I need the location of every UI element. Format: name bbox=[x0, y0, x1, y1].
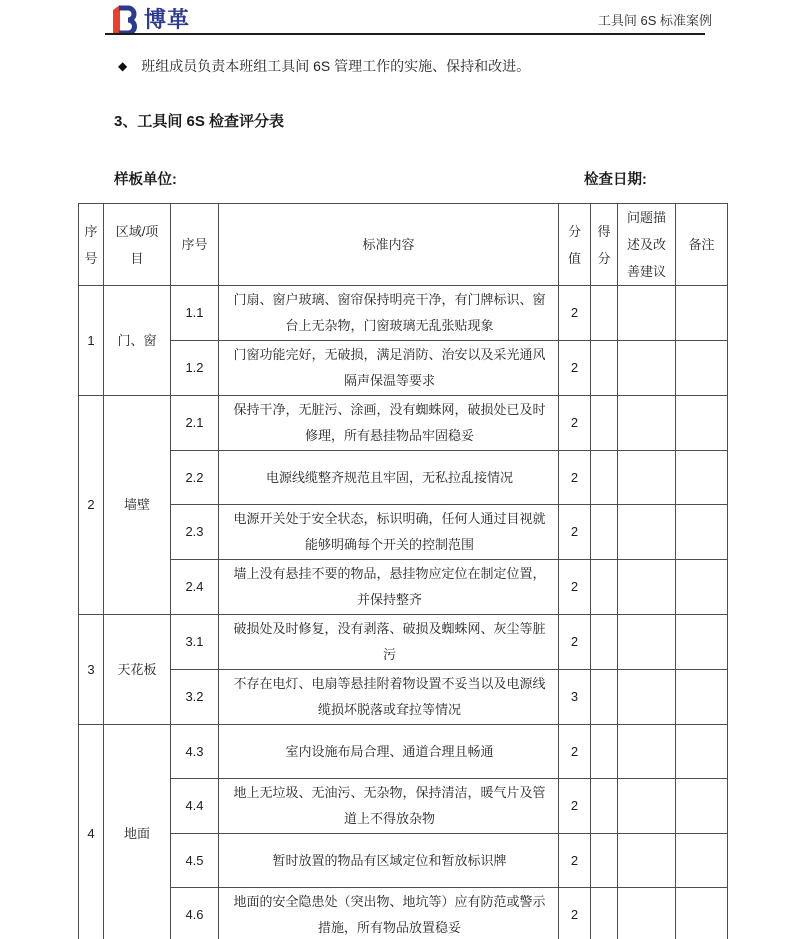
sample-unit-label: 样板单位: bbox=[114, 172, 177, 188]
item-number: 4.3 bbox=[171, 725, 219, 779]
got-score-cell bbox=[591, 615, 618, 670]
note-cell bbox=[676, 615, 728, 670]
item-standard-content: 地上无垃圾、无油污、无杂物，保持清洁，暖气片及管道上不得放杂物 bbox=[219, 779, 559, 834]
group-area: 地面 bbox=[104, 725, 171, 939]
table-header-row bbox=[79, 204, 728, 286]
note-cell bbox=[676, 670, 728, 725]
item-number: 4.5 bbox=[171, 834, 219, 888]
item-number: 2.4 bbox=[171, 560, 219, 615]
got-score-cell bbox=[591, 341, 618, 396]
item-number: 1.1 bbox=[171, 286, 219, 341]
item-standard-content: 墙上没有悬挂不要的物品，悬挂物应定位在制定位置，并保持整齐 bbox=[219, 560, 559, 615]
item-standard-content: 室内设施布局合理、通道合理且畅通 bbox=[219, 725, 559, 779]
note-cell bbox=[676, 341, 728, 396]
problem-cell bbox=[618, 615, 676, 670]
table-row bbox=[79, 779, 728, 834]
item-score-value: 3 bbox=[559, 670, 591, 725]
table-row bbox=[79, 888, 728, 939]
note-cell bbox=[676, 725, 728, 779]
note-cell bbox=[676, 505, 728, 560]
group-area: 天花板 bbox=[104, 615, 171, 725]
col-header-area: 区域/项目 bbox=[104, 204, 171, 286]
item-score-value: 2 bbox=[559, 396, 591, 451]
item-standard-content: 地面的安全隐患处（突出物、地坑等）应有防范或警示措施，所有物品放置稳妥 bbox=[219, 888, 559, 939]
item-score-value: 2 bbox=[559, 779, 591, 834]
table-row bbox=[79, 670, 728, 725]
item-number: 4.4 bbox=[171, 779, 219, 834]
col-header-got: 得分 bbox=[591, 204, 618, 286]
problem-cell bbox=[618, 505, 676, 560]
item-standard-content: 破损处及时修复，没有剥落、破损及蜘蛛网、灰尘等脏污 bbox=[219, 615, 559, 670]
header-divider bbox=[105, 33, 705, 35]
got-score-cell bbox=[591, 505, 618, 560]
item-score-value: 2 bbox=[559, 560, 591, 615]
col-header-score: 分值 bbox=[559, 204, 591, 286]
item-standard-content: 不存在电灯、电扇等悬挂附着物设置不妥当以及电源线缆损坏脱落或耷拉等情况 bbox=[219, 670, 559, 725]
got-score-cell bbox=[591, 286, 618, 341]
problem-cell bbox=[618, 451, 676, 505]
intro-bullet-line bbox=[118, 56, 530, 76]
section-heading: 3、工具间 6S 检查评分表 bbox=[114, 113, 285, 130]
problem-cell bbox=[618, 396, 676, 451]
problem-cell bbox=[618, 779, 676, 834]
item-score-value: 2 bbox=[559, 725, 591, 779]
problem-cell bbox=[618, 560, 676, 615]
problem-cell bbox=[618, 888, 676, 939]
item-number: 2.3 bbox=[171, 505, 219, 560]
item-number: 3.1 bbox=[171, 615, 219, 670]
group-number: 4 bbox=[79, 725, 104, 939]
item-number: 3.2 bbox=[171, 670, 219, 725]
item-standard-content: 暂时放置的物品有区域定位和暂放标识牌 bbox=[219, 834, 559, 888]
item-standard-content: 门窗功能完好，无破损，满足消防、治安以及采光通风隔声保温等要求 bbox=[219, 341, 559, 396]
group-number: 3 bbox=[79, 615, 104, 725]
item-number: 2.2 bbox=[171, 451, 219, 505]
check-date-label: 检查日期: bbox=[584, 172, 647, 188]
note-cell bbox=[676, 286, 728, 341]
got-score-cell bbox=[591, 834, 618, 888]
note-cell bbox=[676, 396, 728, 451]
item-score-value: 2 bbox=[559, 341, 591, 396]
col-header-content: 标准内容 bbox=[219, 204, 559, 286]
got-score-cell bbox=[591, 560, 618, 615]
table-row bbox=[79, 341, 728, 396]
score-table bbox=[78, 203, 728, 939]
table-row bbox=[79, 615, 728, 670]
item-standard-content: 保持干净，无脏污、涂画，没有蜘蛛网，破损处已及时修理，所有悬挂物品牢固稳妥 bbox=[219, 396, 559, 451]
got-score-cell bbox=[591, 725, 618, 779]
col-header-subseq: 序号 bbox=[171, 204, 219, 286]
item-standard-content: 电源开关处于安全状态，标识明确，任何人通过目视就能够明确每个开关的控制范围 bbox=[219, 505, 559, 560]
item-score-value: 2 bbox=[559, 615, 591, 670]
item-score-value: 2 bbox=[559, 286, 591, 341]
col-header-problem: 问题描述及改善建议 bbox=[618, 204, 676, 286]
diamond-bullet-icon: ◆ bbox=[118, 59, 128, 73]
logo-mark-icon bbox=[110, 4, 140, 34]
got-score-cell bbox=[591, 451, 618, 505]
got-score-cell bbox=[591, 888, 618, 939]
got-score-cell bbox=[591, 779, 618, 834]
table-row bbox=[79, 725, 728, 779]
item-score-value: 2 bbox=[559, 834, 591, 888]
item-standard-content: 门扇、窗户玻璃、窗帘保持明亮干净，有门牌标识、窗台上无杂物，门窗玻璃无乱张贴现象 bbox=[219, 286, 559, 341]
group-number: 2 bbox=[79, 396, 104, 615]
note-cell bbox=[676, 834, 728, 888]
item-number: 2.1 bbox=[171, 396, 219, 451]
group-number: 1 bbox=[79, 286, 104, 396]
document-header-title: 工具间 6S 标准案例 bbox=[597, 13, 712, 28]
table-row bbox=[79, 834, 728, 888]
logo-text: 博革 bbox=[144, 7, 191, 32]
table-row bbox=[79, 451, 728, 505]
note-cell bbox=[676, 779, 728, 834]
note-cell bbox=[676, 451, 728, 505]
note-cell bbox=[676, 888, 728, 939]
problem-cell bbox=[618, 286, 676, 341]
item-number: 4.6 bbox=[171, 888, 219, 939]
item-number: 1.2 bbox=[171, 341, 219, 396]
item-score-value: 2 bbox=[559, 888, 591, 939]
problem-cell bbox=[618, 670, 676, 725]
group-area: 墙壁 bbox=[104, 396, 171, 615]
table-row bbox=[79, 560, 728, 615]
company-logo bbox=[110, 3, 190, 34]
problem-cell bbox=[618, 834, 676, 888]
table-row bbox=[79, 286, 728, 341]
problem-cell bbox=[618, 341, 676, 396]
col-header-note: 备注 bbox=[676, 204, 728, 286]
item-score-value: 2 bbox=[559, 451, 591, 505]
got-score-cell bbox=[591, 670, 618, 725]
col-header-seq: 序号 bbox=[79, 204, 104, 286]
note-cell bbox=[676, 560, 728, 615]
item-score-value: 2 bbox=[559, 505, 591, 560]
table-row bbox=[79, 505, 728, 560]
problem-cell bbox=[618, 725, 676, 779]
item-standard-content: 电源线缆整齐规范且牢固，无私拉乱接情况 bbox=[219, 451, 559, 505]
group-area: 门、窗 bbox=[104, 286, 171, 396]
intro-text: 班组成员负责本班组工具间 6S 管理工作的实施、保持和改进。 bbox=[141, 58, 531, 74]
table-row bbox=[79, 396, 728, 451]
got-score-cell bbox=[591, 396, 618, 451]
